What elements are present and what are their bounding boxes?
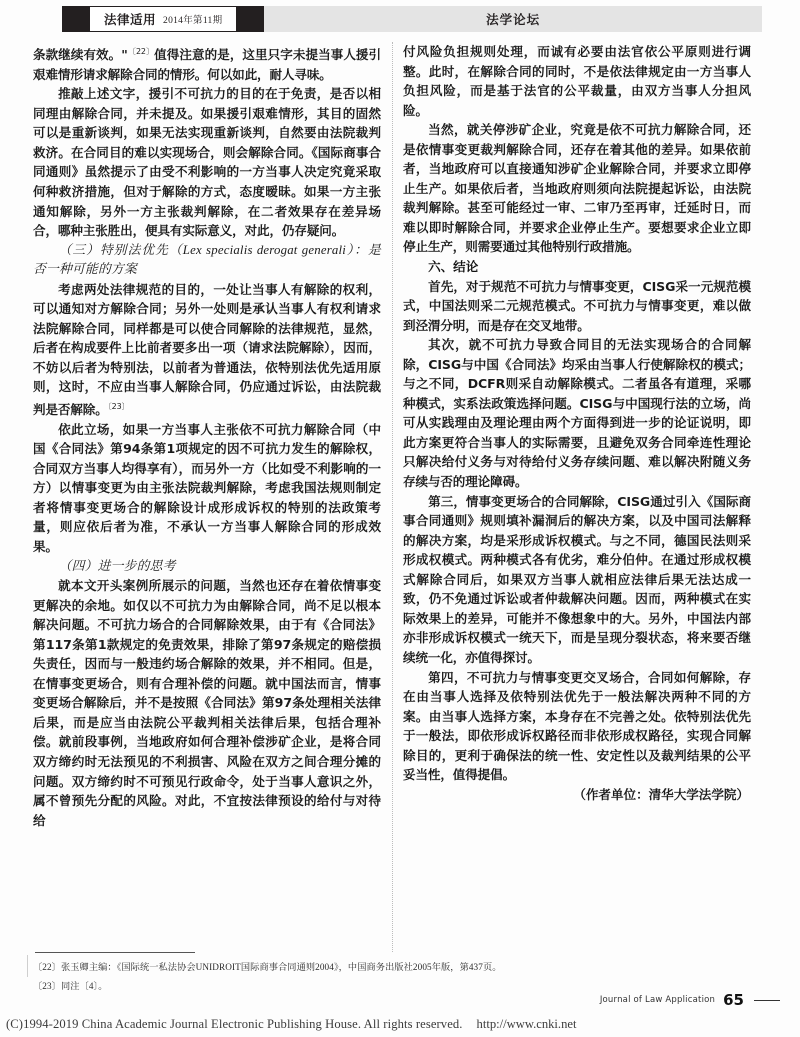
section-heading: （四）进一步的思考 [58, 558, 176, 573]
scan-edge-artifact [27, 955, 28, 977]
section-title-block [264, 6, 762, 32]
column-left [33, 42, 381, 952]
section-heading: 六、结论 [428, 259, 479, 275]
journal-title-block [90, 6, 236, 32]
article-body [33, 42, 770, 952]
running-head [0, 6, 800, 32]
body-paragraph: 第四，不可抗力与情事变更交叉场合，合同如何解除，存在由当事人选择及依特别法优先于一般法解决两种不同的方案。由当事人选择方案，本身存在不完善之处。依特别法优先于一般法，即依形成诉权路径而非依形成权路径，实现合同解除目的，更利于确保法的统一性、安定性以及裁判结果的公平妥当性，值得提倡。 [403, 669, 751, 783]
journal-name: 法律适用 [104, 12, 157, 27]
running-head-black-block-left [62, 6, 90, 32]
body-paragraph: 考虑两处法律规范的目的，一处让当事人有解除的权利，可以通知对方解除合同；另外一处则是承认当事人有权利请求法院解除合同，同样都是可以使合同解除的法律规范，显然，后者在构成要件上比前者要多出一项（请求法院解除），因而，不妨以后者为特别法，以前者为普通法，依特别法优先适用原则，这时，不应由当事人解除合同，仍应通过诉讼，由法院裁判是否解除。$^{〔23〕}$ [33, 281, 381, 418]
body-paragraph: 依此立场，如果一方当事人主张依不可抗力解除合同（中国《合同法》第94条第1项规定的因不可抗力发生的解除权，合同双方当事人均得享有），而另外一方（比如受不利影响的一方）以情事变更为由主张法院裁判解除，考虑我国法规则制定者将情事变更场合的解除设计成形成诉权的特别的法政策考量，则应依后者为准，不承认一方当事人解除合同的形成效果。 [33, 421, 381, 555]
body-paragraph: 第三，情事变更场合的合同解除，CISG通过引入《国际商事合同通则》规则填补漏洞后的解决方案，以及中国司法解释的解决方案，均是采形成诉权模式。与之不同，德国民法则采形成权模式。两种模式各有优劣，难分伯仲。在通过形成权模式解除合同后，如果双方当事人就相应法律后果无法达成一致，仍不免通过诉讼或者仲裁解决问题。因而，两种模式在实际效果上的差异，可能并不像想象中的大。另外，中国法内部亦非形成诉权模式一统天下，而是呈现分裂状态，将来要否继续统一化，亦值得探讨。 [403, 493, 751, 665]
body-paragraph: 就本文开头案例所展示的问题，当然也还存在着依情事变更解决的余地。如仅以不可抗力为由解除合同，尚不足以根本解决问题。不可抗力场合的合同解除效果，由于有《合同法》第117条第1款规定的免责效果，排除了第97条规定的赔偿损失责任，因而与一般违约场合解除的效果，并不相同。但是，在情事变更场合，则有合理补偿的问题。就中国法而言，情事变更场合解除后，并不是按照《合同法》第97条处理相关法律后果，而是应当由法院公平裁判相关法律后果，包括合理补偿。就前段事例，当地政府如何合理补偿涉矿企业，是将合同双方缔约时无法预见的不利损害、风险在双方之间合理分摊的问题。双方缔约时不可预见行政命令，处于当事人意识之外，属不曾预先分配的风险。对此，不宜按法律预设的给付与对待给 [33, 578, 381, 828]
column-gutter [381, 42, 403, 952]
body-paragraph: 条款继续有效。"$^{〔22〕}$值得注意的是，这里只字未提当事人援引艰难情形请求解除合同的情形。何以如此，耐人寻味。 [33, 47, 381, 82]
section-name: 法学论坛 [486, 12, 541, 27]
journal-english-title: Journal of Law Application [599, 995, 716, 1005]
cnki-copyright-bar [0, 1014, 800, 1034]
footnote-item: 〔22〕张玉卿主编：《国际统一私法协会UNIDROIT国际商事合同通则2004》，中国商务出版社2005年版，第437页。 [33, 962, 502, 972]
body-paragraph: 付风险负担规则处理，而诚有必要由法官依公平原则进行调整。此时，在解除合同的同时，不是依法律规定由一方当事人负担风险，而是基于法官的公平裁量，由双方当事人分担风险。 [403, 44, 751, 118]
body-paragraph: 其次，就不可抗力导致合同目的无法实现场合的合同解除，CISG与中国《合同法》均采由当事人行使解除权的模式；与之不同，DCFR则采自动解除模式。二者虽各有道理，采哪种模式，实系法政策选择问题。CISG与中国现行法的立场，尚可从实践理由及理论理由两个方面得到进一步的论证说明，即此方案更符合当事人的实际需要，且避免双务合同牵连性理论只解决给付义务与对待给付义务存续问题、难以解决附随义务存续与否的理论障碍。 [403, 337, 751, 490]
folio [600, 991, 780, 1009]
running-head-right-margin [762, 6, 800, 32]
section-heading: （三）特别法优先（Lex specialis derogat generali）：是否一种可能的方案 [33, 242, 381, 277]
body-paragraph: 首先，对于规范不可抗力与情事变更，CISG采一元规范模式，中国法则采二元规范模式。不可抗力与情事变更，难以做到泾渭分明，而是存在交叉地带。 [403, 278, 751, 333]
folio-rule [754, 1000, 780, 1001]
gutter-divider [392, 42, 393, 952]
cnki-url: http://www.cnki.net [476, 1016, 577, 1031]
running-head-left-margin [0, 6, 62, 32]
column-right [403, 42, 751, 952]
author-affiliation: （作者单位：清华大学法学院） [573, 786, 749, 802]
page-number: 65 [723, 991, 744, 1009]
body-paragraph: 推敲上述文字，援引不可抗力的目的在于免责，是否以相同理由解除合同，并未提及。如果援引艰难情形，其目的固然可以是重新谈判，如果无法实现重新谈判，自然要由法院裁判救济。在合同目的难以实现场合，则会解除合同。《国际商事合同通则》虽然提示了由受不利影响的一方当事人决定究竟采取何种救济措施，但对于解除的方式，态度暧昧。如果一方主张通知解除，另外一方主张裁判解除，在二者效果存在差异场合，哪种主张胜出，便具有实际意义，对此，仍存疑问。 [33, 86, 381, 239]
footnote-item: 〔23〕同注〔4〕。 [33, 981, 108, 991]
footnote-list [33, 960, 768, 993]
cnki-copyright-text: (C)1994-2019 China Academic Journal Electronic Publishing House. All rights reserved. [6, 1016, 463, 1031]
body-paragraph: 当然，就关停涉矿企业，究竟是依不可抗力解除合同，还是依情事变更裁判解除合同，还存在着其他的差异。如果依前者，当地政府可以直接通知涉矿企业解除合同，并要求立即停止生产。如果依后者，当地政府则须向法院提起诉讼，由法院裁判解除。甚至可能经过一审、二审乃至再审，迁延时日，而难以即时解除合同，并要求企业停止生产。要想要求企业立即停止生产，则需要通过其他特别行政措施。 [403, 122, 751, 255]
footnote-marker: 〔22〕 [127, 47, 155, 56]
journal-issue: 2014年第11期 [163, 16, 223, 26]
footnote-separator-rule [35, 952, 195, 953]
running-head-black-block-right [236, 6, 264, 32]
footnote-marker: 〔23〕 [107, 402, 130, 412]
